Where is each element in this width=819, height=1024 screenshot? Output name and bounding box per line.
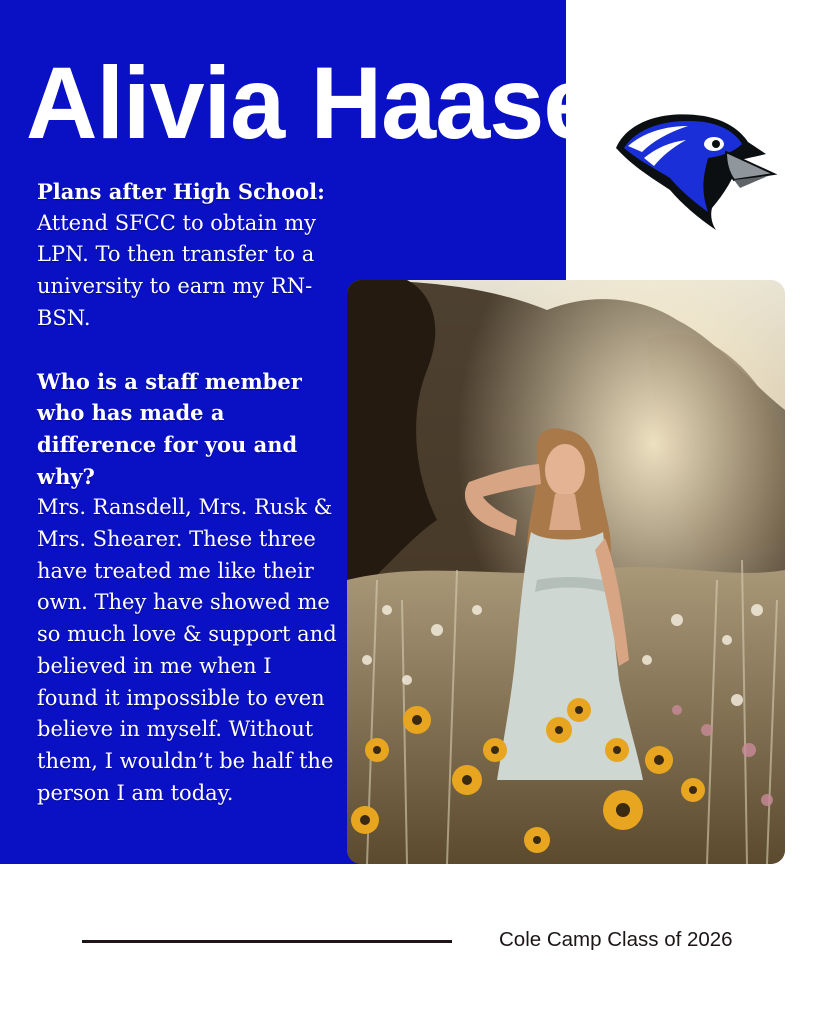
staff-answer: Mrs. Ransdell, Mrs. Rusk & Mrs. Shearer. These three have treated me like their own. They have showed me so much love & support and believed in me when I found it impossible to even believe in myself. Without them, I wouldn’t be half the person I am today. <box>37 495 337 805</box>
class-label: Cole Camp Class of 2026 <box>499 928 733 951</box>
staff-question: Who is a staff member who has made a difference for you and why? <box>37 368 302 489</box>
footer-divider <box>82 940 452 943</box>
senior-photo <box>347 280 785 864</box>
student-name-title: Alivia Haase <box>26 46 598 160</box>
plans-answer: Attend SFCC to obtain my LPN. To then transfer to a university to earn my RN-BSN. <box>37 210 317 330</box>
bluebird-mascot-icon <box>608 108 778 233</box>
bio-text <box>37 176 337 809</box>
paragraph-gap <box>37 335 337 366</box>
plans-question: Plans after High School: <box>37 179 325 204</box>
